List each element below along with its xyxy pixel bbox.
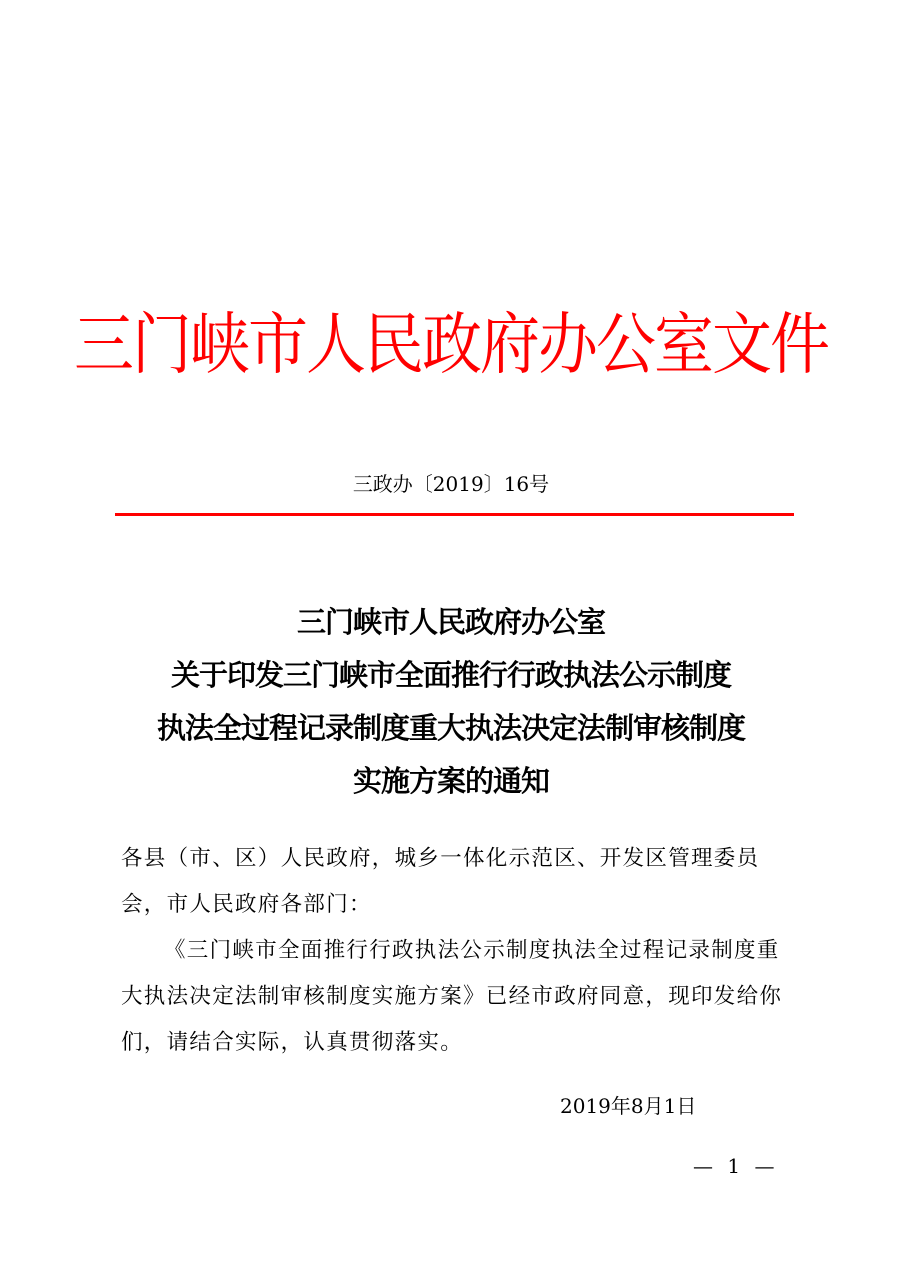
masthead-title: 三门峡市人民政府办公室文件: [74, 305, 828, 385]
title-line: 三门峡市人民政府办公室: [296, 605, 605, 639]
document-title: [0, 596, 902, 808]
document-body: [121, 836, 793, 1066]
title-line: 执法全过程记录制度重大执法决定法制审核制度: [156, 711, 745, 745]
document-number: 三政办〔2019〕16号: [352, 472, 550, 496]
addressee-paragraph: 各县（市、区）人民政府，城乡一体化示范区、开发区管理委员会，市人民政府各部门：: [121, 846, 760, 917]
red-divider-rule: [115, 513, 794, 516]
main-paragraph: 《三门峡市全面推行行政执法公示制度执法全过程记录制度重大执法决定法制审核制度实施方案》已经市政府同意，现印发给你们，请结合实际，认真贯彻落实。: [121, 938, 783, 1055]
title-line: 实施方案的通知: [352, 764, 549, 798]
issue-date: 2019年8月1日: [560, 1094, 697, 1118]
title-line: 关于印发三门峡市全面推行行政执法公示制度: [170, 658, 731, 692]
page-number: — 1 —: [693, 1154, 779, 1178]
